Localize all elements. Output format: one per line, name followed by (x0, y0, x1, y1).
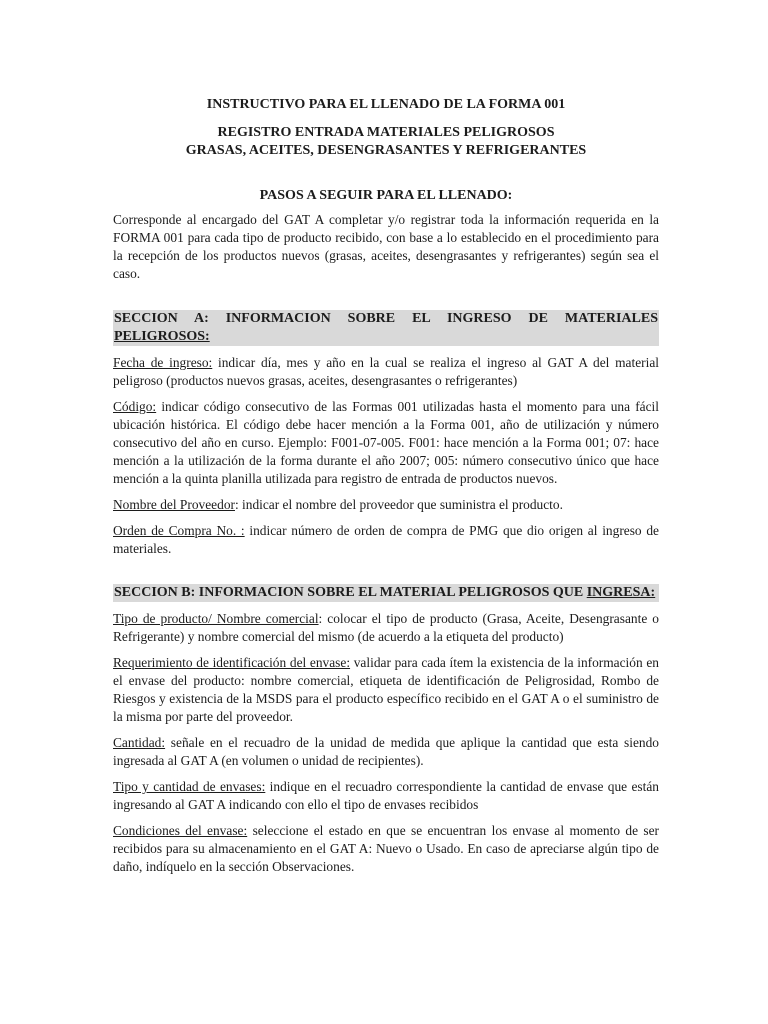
field-label: Requerimiento de identificación del envase: (113, 655, 351, 670)
field-requerimiento-identificacion (113, 654, 659, 726)
field-label: Tipo y cantidad de envases: (113, 779, 266, 794)
intro-paragraph: Corresponde al encargado del GAT A completar y/o registrar toda la información requerida en la FORMA 001 para cada tipo de producto recibido, con base a lo establecido en el procedimiento para la recepción de los productos nuevos (grasas, aceites, desengrasantes y refrigerantes) según sea el caso. (113, 212, 659, 281)
field-label: Orden de Compra No. : (113, 523, 245, 538)
field-description: señale en el recuadro de la unidad de medida que aplique la cantidad que esta siendo ingresada al GAT A (en volumen o unidad de recipientes). (113, 735, 659, 768)
document-page (113, 96, 659, 884)
field-description: indicar día, mes y año en la cual se realiza el ingreso al GAT A del material peligroso (productos nuevos grasas, aceites, desengrasantes o refrigerantes) (113, 355, 659, 388)
field-description: indicar número de orden de compra de PMG que dio origen al ingreso de materiales. (113, 523, 660, 556)
field-label: Condiciones del envase: (113, 823, 248, 838)
field-tipo-producto (113, 610, 659, 646)
field-label: Nombre del Proveedor (113, 497, 235, 512)
section-a-heading (113, 310, 659, 346)
field-fecha-ingreso (113, 354, 659, 390)
section-a-heading-underlined: PELIGROSOS: (114, 329, 210, 344)
section-a-heading-main: SECCION A: INFORMACION SOBRE EL INGRESO DE MATERIALES (114, 311, 658, 326)
document-subtitle-productos: GRASAS, ACEITES, DESENGRASANTES Y REFRIGERANTES (185, 143, 587, 158)
field-label: Fecha de ingreso: (113, 355, 213, 370)
document-title: INSTRUCTIVO PARA EL LLENADO DE LA FORMA 001 (206, 97, 566, 112)
field-description: indique en el recuadro correspondiente la cantidad de envase que están ingresando al GAT A indicando con ello el tipo de envases recibidos (113, 779, 659, 812)
field-condiciones-envase (113, 822, 659, 876)
field-nombre-proveedor (113, 496, 659, 514)
field-cantidad (113, 734, 659, 770)
field-label: Tipo de producto/ Nombre comercial (113, 611, 319, 626)
field-description: validar para cada ítem la existencia de la información en el envase del producto: nombre comercial, etiqueta de identificación de Peligrosidad, Rombo de Riesgos y existencia de la MSDS para el producto específico recibido en el GAT A o el suministro de la misma por parte del proveedor. (113, 655, 659, 724)
field-description: : colocar el tipo de producto (Grasa, Aceite, Desengrasante o Refrigerante) y nombre comercial del mismo (de acuerdo a la etiqueta del producto) (113, 611, 659, 644)
field-orden-compra (113, 522, 659, 558)
section-b-heading-underlined: INGRESA: (586, 585, 656, 600)
field-description: : indicar el nombre del proveedor que suministra el producto. (234, 497, 563, 512)
section-b-heading (113, 584, 659, 602)
field-label: Código: (113, 399, 157, 414)
document-subtitle-registro: REGISTRO ENTRADA MATERIALES PELIGROSOS (217, 125, 555, 140)
field-tipo-cantidad-envases (113, 778, 659, 814)
field-label: Cantidad: (113, 735, 166, 750)
field-description: seleccione el estado en que se encuentran los envase al momento de ser recibidos para su almacenamiento en el GAT A: Nuevo o Usado. En caso de apreciarse algún tipo de daño, indíquelo en la sección Observaciones. (113, 823, 660, 874)
field-description: indicar código consecutivo de las Formas 001 utilizadas hasta el momento para una fácil ubicación histórica. El código debe hacer mención a la Forma 001, año de utilización y número consecutivo del año en curso. Ejemplo: F001-07-005. F001: hace mención a la Forma 001; 07: hace mención a la utilización de la forma durante el año 2007; 005: número consecutivo único que hace mención a la quinta planilla utilizada para registro de entrada de productos nuevos. (113, 399, 659, 486)
section-b-heading-main: SECCION B: INFORMACION SOBRE EL MATERIAL PELIGROSOS QUE (114, 585, 587, 600)
steps-heading: PASOS A SEGUIR PARA EL LLENADO: (259, 188, 513, 203)
field-codigo (113, 398, 659, 488)
